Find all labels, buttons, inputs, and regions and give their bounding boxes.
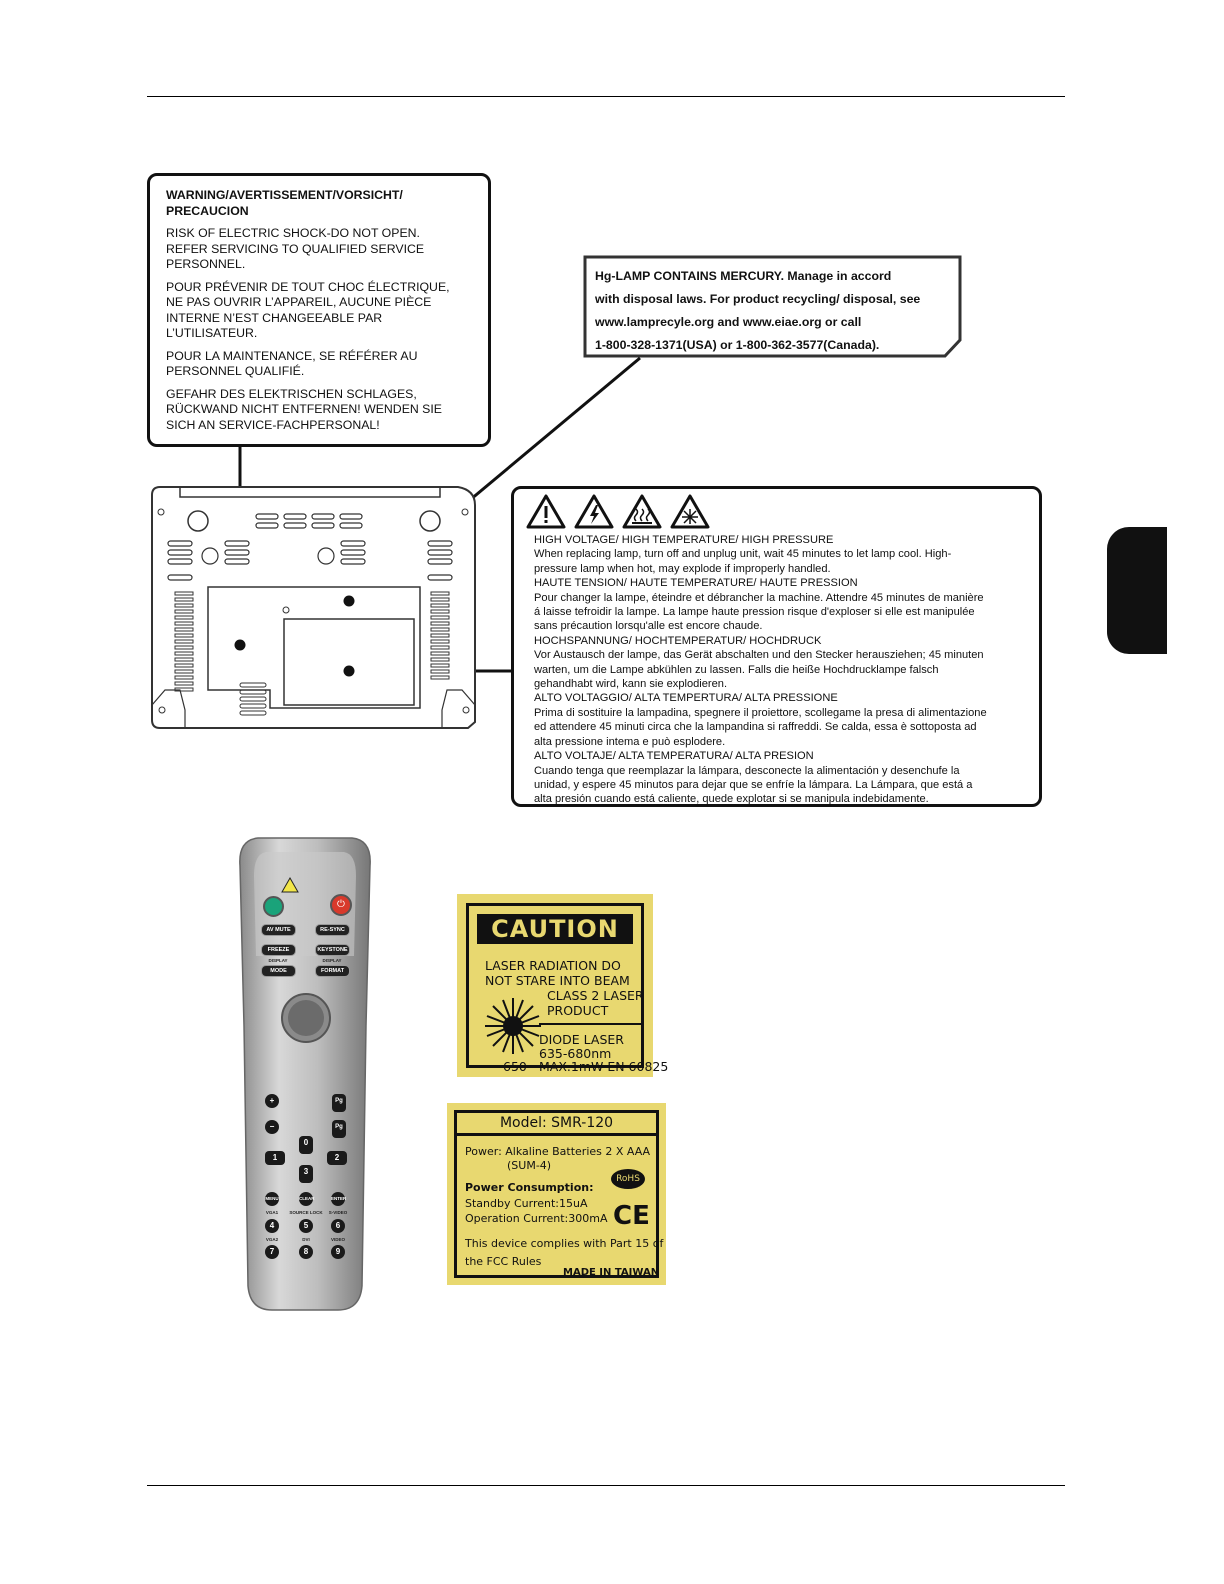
- caution-line-5: DIODE LASER: [539, 1032, 624, 1047]
- mercury-line-3: www.lamprecyle.org and www.eiae.org or call: [595, 315, 862, 329]
- warning-paragraph-en: RISK OF ELECTRIC SHOCK-DO NOT OPEN. REFER SERVICING TO QUALIFIED SERVICE PERSONNEL.: [166, 226, 425, 271]
- key-0-button[interactable]: 0: [299, 1136, 313, 1154]
- model-heading: Model: SMR-120: [457, 1113, 656, 1136]
- freeze-button[interactable]: FREEZE: [261, 944, 296, 956]
- svideo-label: S-VIDEO: [328, 1210, 348, 1215]
- key-5-button[interactable]: 5: [299, 1219, 313, 1233]
- re-sync-button[interactable]: RE-SYNC: [315, 924, 350, 936]
- caution-line-3: CLASS 2 LASER: [547, 988, 644, 1003]
- hazard-body-it: Prima di sostituire la lampadina, spegnere il proiettore, scollegame la presa di alimentazione ed attendere 45 minuti circa che la lampandina si raffreddi. Se calda, essa è sottoposta ad alta pressione intema e può esplodere.: [534, 706, 987, 748]
- model-operation: Operation Current:300mA: [465, 1212, 608, 1225]
- power-on-button[interactable]: [263, 896, 284, 917]
- remote-control: [238, 836, 372, 1312]
- hazard-body-fr: Pour changer la lampe, éteindre et débrancher la machine. Attendre 45 minutes de manière á laisse tefroidir la lampe. La lampe haute pression risque d'exploser si elle est manipulée sans précaution lorsqu'alle est encore chaude.: [534, 591, 984, 633]
- caution-line-2: NOT STARE INTO BEAM: [485, 973, 630, 988]
- hazard-body-en: When replacing lamp, turn off and unplug unit, wait 45 minutes to let lamp cool. High- pressure lamp when hot, may explode if improperly handled.: [534, 548, 952, 575]
- keystone-button[interactable]: KEYSTONE: [315, 944, 350, 956]
- key-9-button[interactable]: 9: [331, 1245, 345, 1259]
- zoom-in-button[interactable]: +: [265, 1094, 279, 1108]
- format-button[interactable]: FORMAT: [315, 965, 350, 977]
- model-consumption: Power Consumption:: [465, 1181, 594, 1194]
- laser-caution-frame: [466, 903, 669, 1074]
- chapter-tab: [1107, 527, 1167, 654]
- video-label: VIDEO: [330, 1237, 345, 1242]
- hazard-body-es: Cuando tenga que reemplazar la lámpara, desconecte la alimentación y desenchufe la unidad, y espere 45 minutos para dejar que se enfríe la lámpara. La Lámpara, que está a alta presión cuando está caliente, quede explotar si se manipula indebidamente.: [534, 764, 973, 806]
- warning-paragraph-fr: POUR PRÉVENIR DE TOUT CHOC ÉLECTRIQUE, NE PAS OUVRIR L’APPAREIL, AUCUNE PIÈCE INTERNE N’EST CHANGEEABLE PAR L’UTILISATEUR.: [166, 279, 450, 340]
- dvi-label: DVI: [302, 1237, 310, 1242]
- caution-line-1: LASER RADIATION DO: [485, 958, 621, 973]
- clear-button[interactable]: CLEAR: [299, 1192, 313, 1206]
- mercury-line-2: with disposal laws. For product recycling/ disposal, see: [595, 292, 921, 306]
- key-7-button[interactable]: 7: [265, 1245, 279, 1259]
- hazard-body-de: Vor Austausch der lampe, das Gerät abschalten und den Stecker herausziehen; 45 minuten warten, um die Lampe abkühlen zu lassen. Falls die heiße Hochdrucklampe falsch gehandhabt wird, kann sie explodieren.: [534, 649, 984, 691]
- model-sum: (SUM-4): [507, 1159, 552, 1172]
- caution-line-7a: 650: [503, 1059, 527, 1074]
- model-fcc-1: This device complies with Part 15 of: [465, 1237, 664, 1250]
- model-made-in: MADE IN TAIWAN: [563, 1267, 660, 1278]
- source-lock-label: SOURCE LOCK: [289, 1210, 323, 1215]
- key-2-button[interactable]: 2: [327, 1151, 347, 1165]
- hazard-title-it: ALTO VOLTAGGIO/ ALTA TEMPERTURA/ ALTA PRESSIONE: [534, 692, 838, 705]
- laser-starburst-icon: [483, 996, 543, 1056]
- ce-mark: CE: [613, 1201, 650, 1231]
- hazard-title-en: HIGH VOLTAGE/ HIGH TEMPERATURE/ HIGH PRESSURE: [534, 534, 834, 546]
- hazard-label: [511, 486, 1042, 807]
- caution-line-6: 635-680nm: [539, 1046, 612, 1061]
- model-sticker: [447, 1103, 666, 1285]
- display-label-left: DISPLAY: [268, 958, 288, 963]
- hazard-title-fr: HAUTE TENSION/ HAUTE TEMPERATURE/ HAUTE PRESSION: [534, 577, 858, 590]
- warning-heading: WARNING/AVERTISSEMENT/VORSICHT/ PRECAUCION: [166, 188, 403, 218]
- vga1-label: VGA1: [265, 1210, 279, 1215]
- zoom-out-button[interactable]: −: [265, 1120, 279, 1134]
- model-standby: Standby Current:15uA: [465, 1197, 588, 1210]
- model-frame: [454, 1110, 664, 1278]
- caution-line-7b: MAX.1mW EN 60825: [539, 1059, 669, 1074]
- av-mute-button[interactable]: AV MUTE: [261, 924, 296, 936]
- caution-heading: CAUTION: [477, 914, 633, 944]
- key-3-button[interactable]: 3: [299, 1165, 313, 1183]
- vga2-label: VGA2: [265, 1237, 279, 1242]
- hazard-title-es: ALTO VOLTAJE/ ALTA TEMPERATURA/ ALTA PRESION: [534, 750, 814, 763]
- model-power: Power: Alkaline Batteries 2 X AAA: [465, 1145, 651, 1158]
- page-down-button[interactable]: Pg: [332, 1120, 346, 1138]
- rohs-badge: RoHS: [611, 1169, 645, 1189]
- mode-button[interactable]: MODE: [261, 965, 296, 977]
- menu-button[interactable]: MENU: [265, 1192, 279, 1206]
- key-8-button[interactable]: 8: [299, 1245, 313, 1259]
- warning-paragraph-fr2: POUR LA MAINTENANCE, SE RÉFÉRER AU PERSONNEL QUALIFIÉ.: [166, 348, 418, 378]
- mercury-line-1: Hg-LAMP CONTAINS MERCURY. Manage in accord: [595, 269, 892, 283]
- warning-paragraph-de: GEFAHR DES ELEKTRISCHEN SCHLAGES, RÜCKWAND NICHT ENTFERNEN! WENDEN SIE SICH AN SERVICE-FACHPERSONAL!: [166, 386, 443, 432]
- hazard-icons: [526, 493, 726, 533]
- model-fcc-2: the FCC Rules: [465, 1255, 542, 1268]
- caution-line-4: PRODUCT: [547, 1003, 609, 1018]
- key-6-button[interactable]: 6: [331, 1219, 345, 1233]
- caution-divider: [539, 1023, 643, 1025]
- mercury-line-4: 1-800-328-1371(USA) or 1-800-362-3577(Canada).: [595, 338, 880, 352]
- enter-button[interactable]: ENTER: [331, 1192, 345, 1206]
- key-1-button[interactable]: 1: [265, 1151, 285, 1165]
- page-up-button[interactable]: Pg: [332, 1094, 346, 1112]
- power-off-button[interactable]: ⏻: [330, 894, 352, 916]
- laser-caution-sticker: [457, 894, 669, 1077]
- display-label-right: DISPLAY: [322, 958, 342, 963]
- key-4-button[interactable]: 4: [265, 1219, 279, 1233]
- hazard-title-de: HOCHSPANNUNG/ HOCHTEMPERATUR/ HOCHDRUCK: [534, 634, 822, 647]
